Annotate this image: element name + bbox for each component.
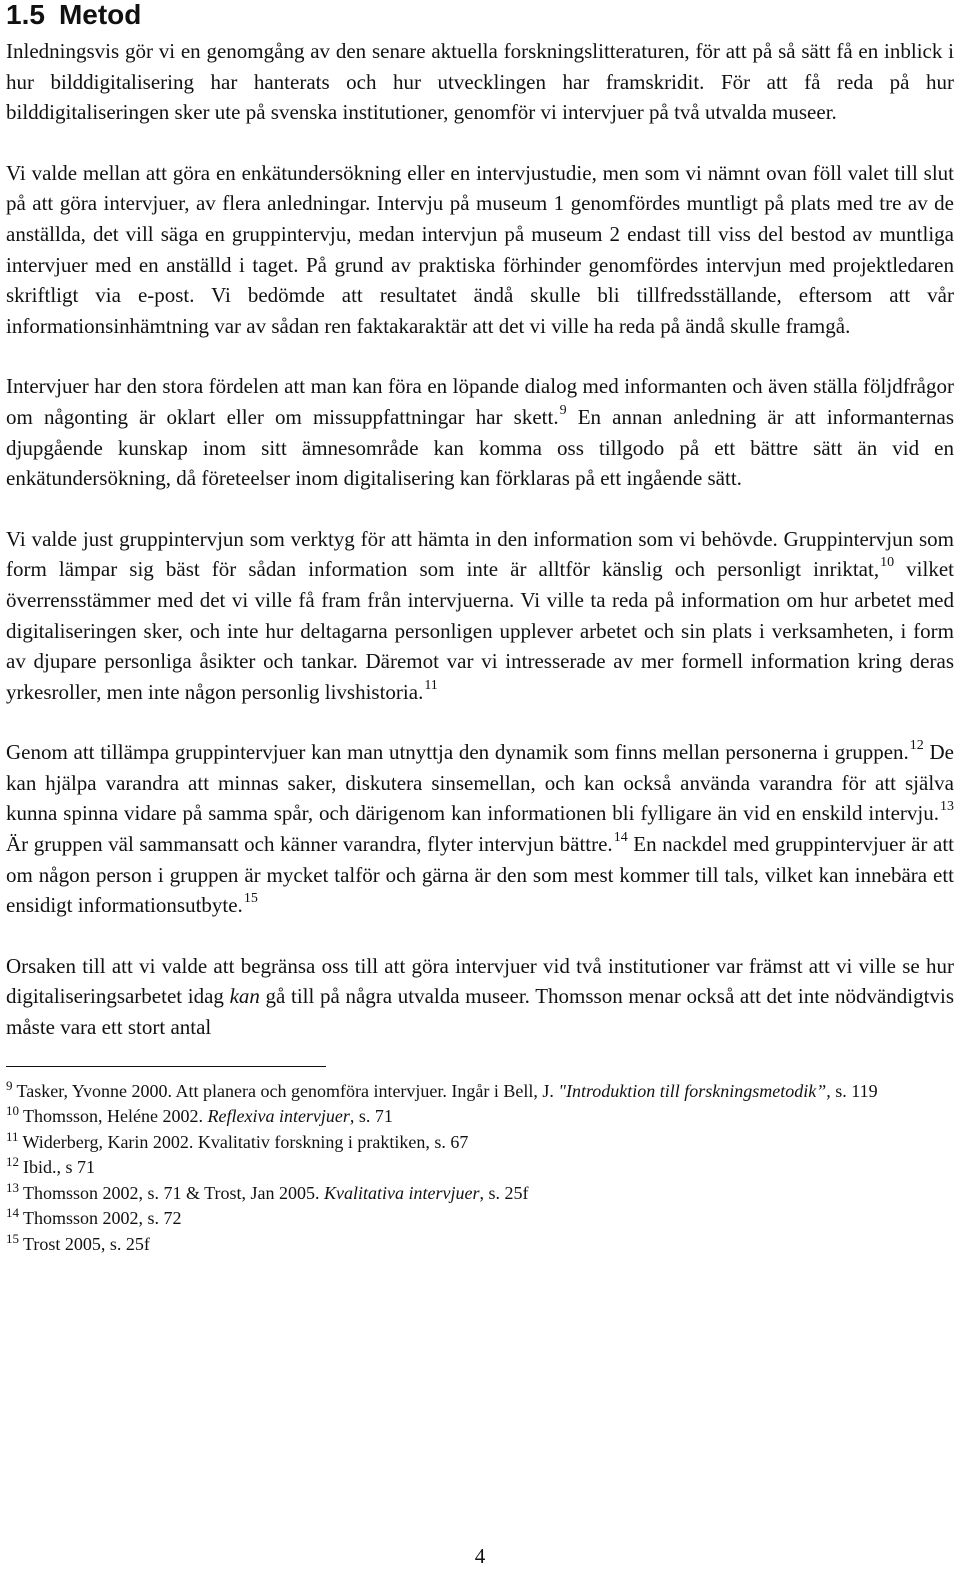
footnote-reference: 12	[909, 738, 924, 754]
text-run: Tasker, Yvonne 2000. Att planera och genomföra intervjuer. Ingår i Bell, J.	[16, 1080, 559, 1101]
footnote	[6, 1130, 954, 1156]
footnote-number: 9	[6, 1077, 13, 1093]
text-run: s. 119	[830, 1080, 878, 1101]
footnote	[6, 1206, 954, 1232]
paragraph	[6, 737, 954, 921]
text-run: Thomsson 2002, s. 71 & Trost, Jan 2005.	[23, 1182, 325, 1203]
text-run: De kan hjälpa varandra att minnas saker, diskutera sinsemellan, och kan också använda varandra för att själva kunna spinna vidare på samma spår, och därigenom kan informationen bli fylligare än vid en enskild intervju.	[6, 740, 954, 826]
text-run: vilket överrensstämmer med det vi ville få fram från intervjuerna. Vi ville ta reda på information om hur arbetet med digitaliseringen sker, och inte hur deltagarna personligen upplever arbetet och sin plats i verksamheten, i form av djupare personliga åsikter och tankar. Däremot var vi intresserade av mer formell information kring deras yrkesroller, men inte någon personlig livshistoria.	[6, 557, 955, 704]
text-run: Vi valde just gruppintervjun som verktyg för att hämta in den information som vi behövde. Gruppintervjun som form lämpar sig bäst för sådan information som inte är alltför känslig och personligt inriktat,	[6, 526, 954, 582]
text-run: Widerberg, Karin 2002. Kvalitativ forskning i praktiken, s. 67	[22, 1131, 469, 1152]
footnote-number: 13	[6, 1179, 19, 1195]
text-run: Intervjuer har den stora fördelen att man kan föra en löpande dialog med informanten och även ställa följdfrågor om någonting är oklart eller om missuppfattningar har skett.	[6, 374, 954, 429]
footnote	[6, 1104, 954, 1130]
footnotes	[6, 1079, 954, 1258]
text-run: Thomsson 2002, s. 72	[23, 1208, 182, 1229]
footnote-reference: 13	[940, 799, 954, 815]
footnote-reference: 9	[559, 402, 567, 418]
paragraph	[6, 524, 954, 708]
text-run: , s. 71	[349, 1106, 393, 1127]
footnote	[6, 1181, 954, 1207]
text-run: Orsaken till att vi valde att begränsa oss till att göra intervjuer vid två institutioner var främst att vi ville se hur digitaliseringsarbetet idag	[6, 953, 954, 1009]
text-run: En annan anledning är att informanternas djupgående kunskap inom sitt ämnesområde kan komma oss tillgodo på ett bättre sätt än vid en enkätundersökning, då företeelser inom digitalisering kan förklaras på ett ingående sätt.	[6, 404, 954, 491]
italic-text-run: kan	[229, 984, 260, 1009]
body-text	[6, 36, 954, 1043]
text-run: Thomsson, Heléne 2002.	[23, 1106, 208, 1127]
italic-text-run: "Introduktion till forskningsmetodik”,	[558, 1080, 831, 1101]
italic-text-run: Reflexiva intervjuer	[207, 1106, 350, 1127]
section-title: Metod	[58, 0, 142, 30]
text-run: , s. 25f	[479, 1182, 529, 1203]
footnote-number: 11	[6, 1128, 19, 1144]
footnote	[6, 1232, 954, 1258]
paragraph	[6, 951, 954, 1043]
paragraph	[6, 158, 954, 342]
footnote	[6, 1155, 954, 1181]
paragraph	[6, 36, 954, 128]
footnote-reference: 14	[613, 830, 628, 846]
text-run: Ibid., s 71	[23, 1157, 95, 1178]
section-heading	[6, 0, 954, 30]
text-run: Vi valde mellan att göra en enkätundersökning eller en intervjustudie, men som vi nämnt ovan föll valet till slut på att göra intervjuer, av flera anledningar. Intervju på museum 1 genomfördes muntligt på plats med tre av de anställda, det vill säga en gruppintervju, medan intervjun på museum 2 endast till viss del bestod av muntliga intervjuer med en anställd i taget. På grund av praktiska förhinder genomfördes intervjun med projektledaren skriftligt via e-post. Vi bedömde att resultatet ändå skulle bli tillfredsställande, eftersom att vår informationsinhämtning var av sådan ren faktakaraktär att det vi ville ha reda på ändå skulle framgå.	[6, 160, 954, 338]
text-run: Genom att tillämpa gruppintervjuer kan man utnyttja den dynamik som finns mellan personerna i gruppen.	[6, 740, 909, 765]
footnote-number: 15	[6, 1230, 19, 1246]
text-run: Trost 2005, s. 25f	[23, 1233, 150, 1254]
document-page	[6, 0, 954, 1257]
italic-text-run: Kvalitativa intervjuer	[324, 1182, 480, 1203]
footnote-separator	[6, 1066, 326, 1067]
footnote-reference: 11	[424, 677, 438, 693]
footnote-number: 14	[6, 1205, 19, 1221]
footnote-number: 12	[6, 1154, 19, 1170]
footnote	[6, 1079, 954, 1105]
footnote-reference: 10	[880, 555, 895, 571]
page-number: 4	[474, 1544, 486, 1568]
text-run: Är gruppen väl sammansatt och känner varandra, flyter intervjun bättre.	[6, 832, 613, 857]
text-run: Inledningsvis gör vi en genomgång av den senare aktuella forskningslitteraturen, för att på så sätt få en inblick i hur bilddigitalisering har hanterats och hur utvecklingen har framskridit. För att få reda på hur bilddigitaliseringen sker ute på svenska institutioner, genomför vi intervjuer på två utvalda museer.	[6, 39, 954, 125]
footnote-number: 10	[6, 1103, 19, 1119]
text-run: gå till på några utvalda museer. Thomsson menar också att det inte nödvändigtvis måste vara ett stort antal	[6, 984, 954, 1040]
footnote-reference: 15	[243, 891, 258, 907]
text-run: En nackdel med gruppintervjuer är att om någon person i gruppen är mycket talför och gärna är den som mest kommer till tals, vilket kan innebära ett ensidigt informationsutbyte.	[6, 832, 954, 918]
section-number: 1.5	[6, 0, 45, 30]
paragraph	[6, 371, 954, 493]
